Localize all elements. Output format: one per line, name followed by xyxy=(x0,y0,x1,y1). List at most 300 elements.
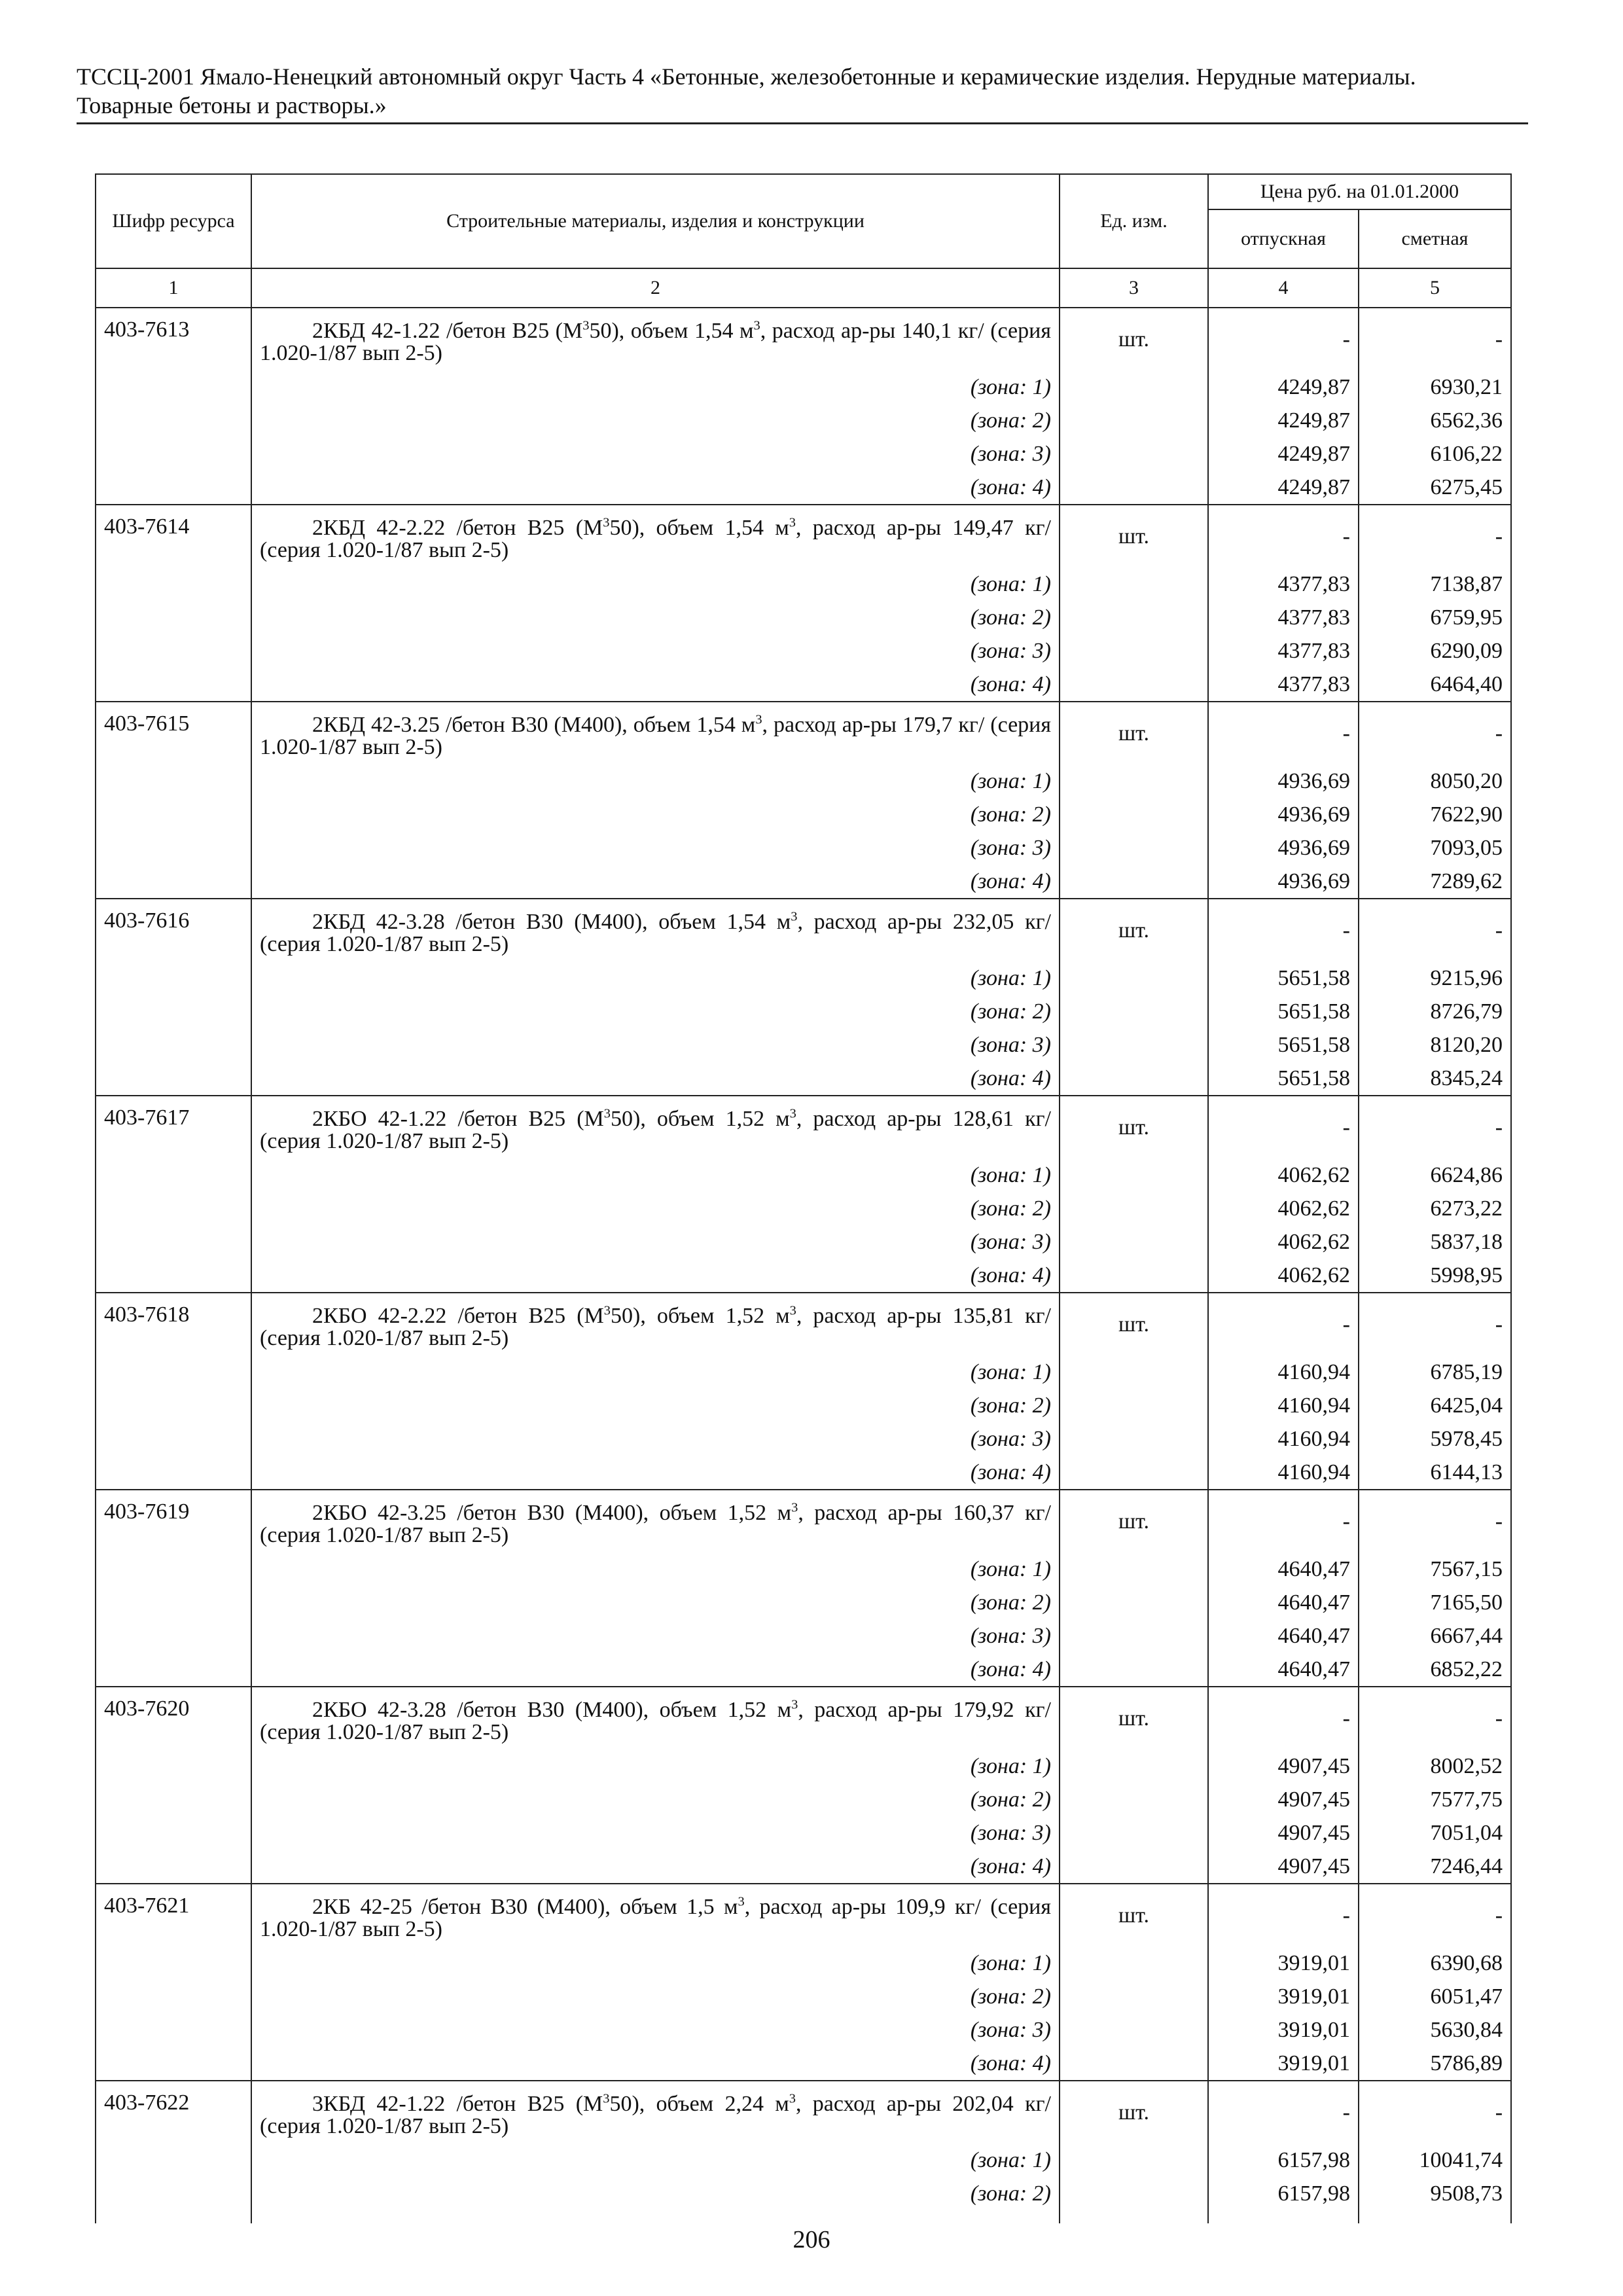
zone-estimate-price: 5998,95 xyxy=(1359,1259,1511,1293)
col-number-3: 3 xyxy=(1060,268,1208,308)
superscript-3: 3 xyxy=(789,1106,796,1121)
zone-unit xyxy=(1060,1355,1208,1389)
zone-unit xyxy=(1060,995,1208,1028)
zone-estimate-price: 6852,22 xyxy=(1359,1653,1511,1687)
superscript-3: 3 xyxy=(582,318,590,333)
zone-label: (зона: 3) xyxy=(251,1422,1060,1456)
page-number: 206 xyxy=(793,2226,830,2253)
zone-label: (зона: 1) xyxy=(251,1552,1060,1586)
zone-label: (зона: 2) xyxy=(251,1192,1060,1225)
zone-label: (зона: 1) xyxy=(251,1158,1060,1192)
zone-unit xyxy=(1060,1783,1208,1816)
zone-row xyxy=(96,370,1511,404)
zone-unit xyxy=(1060,1062,1208,1096)
superscript-3: 3 xyxy=(603,515,610,530)
zone-unit xyxy=(1060,2047,1208,2081)
zone-row xyxy=(96,1259,1511,1293)
zone-release-price: 4936,69 xyxy=(1208,865,1359,899)
zone-unit xyxy=(1060,1422,1208,1456)
zone-label: (зона: 1) xyxy=(251,370,1060,404)
zone-estimate-price: 5837,18 xyxy=(1359,1225,1511,1259)
zone-estimate-price: 7165,50 xyxy=(1359,1586,1511,1619)
zone-label: (зона: 1) xyxy=(251,567,1060,601)
zone-unit xyxy=(1060,601,1208,634)
description-part-c: , расход ар-ры 140,1 кг/ (серия 1.020-1/87 вып 2-5) xyxy=(260,318,1051,365)
zone-estimate-price: 8726,79 xyxy=(1359,995,1511,1028)
description-part-c: , расход ар-ры 232,05 кг/ (серия 1.020-1/87 вып 2-5) xyxy=(260,909,1051,956)
zone-release-price: 5651,58 xyxy=(1208,1028,1359,1062)
zone-release-price: 4062,62 xyxy=(1208,1225,1359,1259)
zone-label: (зона: 2) xyxy=(251,1389,1060,1422)
zone-row xyxy=(96,634,1511,668)
header-line-1: ТССЦ-2001 Ямало-Ненецкий автономный округ Часть 4 «Бетонные, железобетонные и керамические изделия. Нерудные материалы. xyxy=(77,63,1416,90)
zone-label: (зона: 4) xyxy=(251,1850,1060,1884)
table-row xyxy=(96,1884,1511,1946)
estimate-price: - xyxy=(1359,1293,1511,1355)
material-description xyxy=(251,1884,1060,1946)
zone-row xyxy=(96,471,1511,505)
zone-release-price: 3919,01 xyxy=(1208,1980,1359,2013)
zone-release-price: 4936,69 xyxy=(1208,764,1359,798)
superscript-3: 3 xyxy=(789,515,796,530)
zone-row xyxy=(96,961,1511,995)
zone-unit xyxy=(1060,831,1208,865)
unit-cell: шт. xyxy=(1060,899,1208,961)
zone-label: (зона: 4) xyxy=(251,1259,1060,1293)
zone-estimate-price: 7567,15 xyxy=(1359,1552,1511,1586)
superscript-3: 3 xyxy=(603,1303,611,1318)
header-line-2: Товарные бетоны и растворы.» xyxy=(77,92,387,118)
zone-row xyxy=(96,1586,1511,1619)
col-number-1: 1 xyxy=(96,268,251,308)
zone-unit xyxy=(1060,798,1208,831)
zone-release-price: 4377,83 xyxy=(1208,668,1359,702)
zone-release-price: 6157,98 xyxy=(1208,2177,1359,2210)
zone-label: (зона: 1) xyxy=(251,961,1060,995)
zone-label: (зона: 2) xyxy=(251,995,1060,1028)
zone-release-price: 4160,94 xyxy=(1208,1456,1359,1490)
zone-label: (зона: 1) xyxy=(251,1749,1060,1783)
zone-label: (зона: 2) xyxy=(251,798,1060,831)
superscript-3: 3 xyxy=(791,1500,798,1515)
zone-unit xyxy=(1060,1259,1208,1293)
unit-cell: шт. xyxy=(1060,1096,1208,1158)
col-header-estimate: сметная xyxy=(1359,209,1511,268)
zone-release-price: 4640,47 xyxy=(1208,1619,1359,1653)
zone-unit xyxy=(1060,634,1208,668)
table-row xyxy=(96,308,1511,370)
material-description xyxy=(251,1293,1060,1355)
zone-estimate-price: 8120,20 xyxy=(1359,1028,1511,1062)
zone-estimate-price: 6464,40 xyxy=(1359,668,1511,702)
zone-label: (зона: 3) xyxy=(251,1619,1060,1653)
zone-release-price: 4249,87 xyxy=(1208,404,1359,437)
zone-unit xyxy=(1060,1816,1208,1850)
zone-estimate-price: 6759,95 xyxy=(1359,601,1511,634)
description-part-a: 2КБ 42-25 /бетон В30 (М400), объем 1,5 м xyxy=(312,1894,738,1919)
zone-unit xyxy=(1060,1586,1208,1619)
zone-row xyxy=(96,995,1511,1028)
zone-release-price: 4160,94 xyxy=(1208,1355,1359,1389)
zone-label: (зона: 2) xyxy=(251,2177,1060,2210)
zone-unit xyxy=(1060,1192,1208,1225)
zone-release-price: 5651,58 xyxy=(1208,995,1359,1028)
material-description xyxy=(251,2081,1060,2144)
zone-row xyxy=(96,2047,1511,2081)
zone-estimate-price: 9508,73 xyxy=(1359,2177,1511,2210)
description-part-a: 2КБД 42-2.22 /бетон В25 (М xyxy=(312,515,603,540)
zone-estimate-price: 6930,21 xyxy=(1359,370,1511,404)
col-header-release: отпускная xyxy=(1208,209,1359,268)
zone-row xyxy=(96,404,1511,437)
superscript-3: 3 xyxy=(738,1894,745,1909)
zone-label: (зона: 2) xyxy=(251,1783,1060,1816)
description-part-a: 3КБД 42-1.22 /бетон В25 (М xyxy=(312,2091,603,2116)
unit-cell: шт. xyxy=(1060,1293,1208,1355)
zone-release-price: 4160,94 xyxy=(1208,1422,1359,1456)
release-price: - xyxy=(1208,1096,1359,1158)
table-row xyxy=(96,702,1511,764)
zone-unit xyxy=(1060,1749,1208,1783)
zone-estimate-price: 8345,24 xyxy=(1359,1062,1511,1096)
description-part-a: 2КБО 42-1.22 /бетон В25 (М xyxy=(312,1106,604,1131)
description-part-b: 50), объем 1,52 м xyxy=(611,1303,790,1328)
zone-release-price: 4907,45 xyxy=(1208,1850,1359,1884)
superscript-3: 3 xyxy=(755,712,762,727)
material-description xyxy=(251,1490,1060,1552)
zone-row xyxy=(96,2013,1511,2047)
unit-cell: шт. xyxy=(1060,702,1208,764)
zone-estimate-price: 6144,13 xyxy=(1359,1456,1511,1490)
zone-unit xyxy=(1060,567,1208,601)
zone-row xyxy=(96,1456,1511,1490)
zone-label: (зона: 1) xyxy=(251,764,1060,798)
zone-label: (зона: 3) xyxy=(251,437,1060,471)
zone-row xyxy=(96,668,1511,702)
zone-row xyxy=(96,1552,1511,1586)
resource-code: 403-7615 xyxy=(96,702,251,899)
superscript-3: 3 xyxy=(753,318,760,333)
description-part-a: 2КБО 42-3.28 /бетон В30 (М400), объем 1,52 м xyxy=(312,1697,792,1722)
zone-unit xyxy=(1060,1946,1208,1980)
table-row xyxy=(96,1687,1511,1749)
zone-unit xyxy=(1060,668,1208,702)
release-price: - xyxy=(1208,2081,1359,2144)
zone-estimate-price: 6667,44 xyxy=(1359,1619,1511,1653)
table-body xyxy=(96,308,1511,2223)
zone-label: (зона: 1) xyxy=(251,2144,1060,2177)
zone-release-price: 6157,98 xyxy=(1208,2144,1359,2177)
description-part-c: , расход ар-ры 179,92 кг/ (серия 1.020-1/87 вып 2-5) xyxy=(260,1697,1051,1744)
material-description xyxy=(251,1096,1060,1158)
unit-cell: шт. xyxy=(1060,1687,1208,1749)
table-row xyxy=(96,1490,1511,1552)
document-header xyxy=(77,62,1528,124)
zone-release-price: 4907,45 xyxy=(1208,1816,1359,1850)
unit-cell: шт. xyxy=(1060,308,1208,370)
zone-estimate-price: 6106,22 xyxy=(1359,437,1511,471)
superscript-3: 3 xyxy=(789,2091,796,2106)
description-part-c: , расход ар-ры 179,7 кг/ (серия 1.020-1/87 вып 2-5) xyxy=(260,712,1051,759)
price-table xyxy=(95,173,1512,2223)
resource-code: 403-7620 xyxy=(96,1687,251,1884)
zone-label: (зона: 2) xyxy=(251,1586,1060,1619)
description-part-c: , расход ар-ры 160,37 кг/ (серия 1.020-1/87 вып 2-5) xyxy=(260,1500,1051,1547)
zone-release-price: 4062,62 xyxy=(1208,1192,1359,1225)
description-part-c: , расход ар-ры 135,81 кг/ (серия 1.020-1/87 вып 2-5) xyxy=(260,1303,1051,1350)
table-row xyxy=(96,1096,1511,1158)
zone-row xyxy=(96,1062,1511,1096)
zone-unit xyxy=(1060,1980,1208,2013)
zone-unit xyxy=(1060,1225,1208,1259)
zone-estimate-price: 7138,87 xyxy=(1359,567,1511,601)
zone-release-price: 4936,69 xyxy=(1208,831,1359,865)
zone-unit xyxy=(1060,1389,1208,1422)
zone-release-price: 3919,01 xyxy=(1208,2047,1359,2081)
zone-release-price: 4640,47 xyxy=(1208,1552,1359,1586)
unit-cell: шт. xyxy=(1060,1884,1208,1946)
zone-estimate-price: 6390,68 xyxy=(1359,1946,1511,1980)
zone-label: (зона: 4) xyxy=(251,668,1060,702)
zone-label: (зона: 4) xyxy=(251,865,1060,899)
table-row xyxy=(96,899,1511,961)
zone-label: (зона: 1) xyxy=(251,1355,1060,1389)
description-part-c: , расход ар-ры 128,61 кг/ (серия 1.020-1/87 вып 2-5) xyxy=(260,1106,1051,1153)
zone-release-price: 4936,69 xyxy=(1208,798,1359,831)
zone-label: (зона: 3) xyxy=(251,1225,1060,1259)
zone-estimate-price: 5786,89 xyxy=(1359,2047,1511,2081)
estimate-price: - xyxy=(1359,308,1511,370)
zone-release-price: 4249,87 xyxy=(1208,370,1359,404)
material-description xyxy=(251,308,1060,370)
zone-label: (зона: 4) xyxy=(251,1062,1060,1096)
zone-estimate-price: 8050,20 xyxy=(1359,764,1511,798)
zone-unit xyxy=(1060,1653,1208,1687)
zone-row xyxy=(96,2177,1511,2210)
zone-estimate-price: 9215,96 xyxy=(1359,961,1511,995)
zone-unit xyxy=(1060,370,1208,404)
zone-estimate-price: 5630,84 xyxy=(1359,2013,1511,2047)
zone-estimate-price: 6051,47 xyxy=(1359,1980,1511,2013)
zone-row xyxy=(96,1225,1511,1259)
release-price: - xyxy=(1208,899,1359,961)
description-part-c: , расход ар-ры 109,9 кг/ (серия 1.020-1/87 вып 2-5) xyxy=(260,1894,1051,1941)
description-part-b: 50), объем 2,24 м xyxy=(609,2091,789,2116)
zone-estimate-price: 5978,45 xyxy=(1359,1422,1511,1456)
estimate-price: - xyxy=(1359,1490,1511,1552)
zone-release-price: 4249,87 xyxy=(1208,471,1359,505)
zone-unit xyxy=(1060,404,1208,437)
zone-unit xyxy=(1060,1158,1208,1192)
release-price: - xyxy=(1208,505,1359,567)
description-part-b: 50), объем 1,54 м xyxy=(609,515,789,540)
zone-unit xyxy=(1060,1028,1208,1062)
zone-release-price: 4640,47 xyxy=(1208,1653,1359,1687)
superscript-3: 3 xyxy=(603,1106,611,1121)
zone-unit xyxy=(1060,2013,1208,2047)
zone-release-price: 4377,83 xyxy=(1208,634,1359,668)
estimate-price: - xyxy=(1359,2081,1511,2144)
estimate-price: - xyxy=(1359,702,1511,764)
release-price: - xyxy=(1208,1884,1359,1946)
zone-estimate-price: 7093,05 xyxy=(1359,831,1511,865)
zone-row xyxy=(96,1619,1511,1653)
zone-estimate-price: 6273,22 xyxy=(1359,1192,1511,1225)
zone-row xyxy=(96,1749,1511,1783)
table-continuation xyxy=(96,2210,1511,2223)
zone-row xyxy=(96,865,1511,899)
zone-label: (зона: 3) xyxy=(251,2013,1060,2047)
zone-label: (зона: 2) xyxy=(251,404,1060,437)
zone-row xyxy=(96,1158,1511,1192)
zone-estimate-price: 10041,74 xyxy=(1359,2144,1511,2177)
zone-label: (зона: 2) xyxy=(251,1980,1060,2013)
description-part-a: 2КБД 42-1.22 /бетон В25 (М xyxy=(312,318,583,343)
material-description xyxy=(251,1687,1060,1749)
unit-cell: шт. xyxy=(1060,505,1208,567)
zone-label: (зона: 1) xyxy=(251,1946,1060,1980)
zone-unit xyxy=(1060,471,1208,505)
zone-release-price: 4160,94 xyxy=(1208,1389,1359,1422)
resource-code: 403-7616 xyxy=(96,899,251,1096)
col-header-code: Шифр ресурса xyxy=(96,174,251,268)
zone-unit xyxy=(1060,2177,1208,2210)
zone-estimate-price: 7577,75 xyxy=(1359,1783,1511,1816)
zone-label: (зона: 4) xyxy=(251,1456,1060,1490)
zone-release-price: 3919,01 xyxy=(1208,1946,1359,1980)
description-part-a: 2КБД 42-3.25 /бетон В30 (М400), объем 1,54 м xyxy=(312,712,756,737)
zone-release-price: 4377,83 xyxy=(1208,601,1359,634)
zone-row xyxy=(96,2144,1511,2177)
unit-cell: шт. xyxy=(1060,1490,1208,1552)
zone-release-price: 4907,45 xyxy=(1208,1749,1359,1783)
zone-row xyxy=(96,1422,1511,1456)
material-description xyxy=(251,702,1060,764)
description-part-a: 2КБД 42-3.28 /бетон В30 (М400), объем 1,54 м xyxy=(312,909,791,934)
zone-label: (зона: 2) xyxy=(251,601,1060,634)
col-number-2: 2 xyxy=(251,268,1060,308)
superscript-3: 3 xyxy=(603,2091,610,2106)
material-description xyxy=(251,505,1060,567)
zone-row xyxy=(96,1355,1511,1389)
zone-estimate-price: 6425,04 xyxy=(1359,1389,1511,1422)
estimate-price: - xyxy=(1359,1096,1511,1158)
resource-code: 403-7619 xyxy=(96,1490,251,1687)
zone-estimate-price: 6785,19 xyxy=(1359,1355,1511,1389)
zone-unit xyxy=(1060,1456,1208,1490)
zone-label: (зона: 3) xyxy=(251,634,1060,668)
zone-release-price: 4377,83 xyxy=(1208,567,1359,601)
zone-estimate-price: 7289,62 xyxy=(1359,865,1511,899)
zone-release-price: 4640,47 xyxy=(1208,1586,1359,1619)
zone-row xyxy=(96,1653,1511,1687)
superscript-3: 3 xyxy=(791,909,798,924)
table-row xyxy=(96,505,1511,567)
zone-unit xyxy=(1060,2144,1208,2177)
col-number-5: 5 xyxy=(1359,268,1511,308)
zone-row xyxy=(96,1816,1511,1850)
zone-unit xyxy=(1060,764,1208,798)
zone-unit xyxy=(1060,961,1208,995)
zone-estimate-price: 6624,86 xyxy=(1359,1158,1511,1192)
estimate-price: - xyxy=(1359,505,1511,567)
zone-estimate-price: 7622,90 xyxy=(1359,798,1511,831)
resource-code: 403-7614 xyxy=(96,505,251,702)
release-price: - xyxy=(1208,1687,1359,1749)
zone-row xyxy=(96,1028,1511,1062)
zone-estimate-price: 7246,44 xyxy=(1359,1850,1511,1884)
zone-row xyxy=(96,1980,1511,2013)
zone-unit xyxy=(1060,1619,1208,1653)
table-row xyxy=(96,1293,1511,1355)
zone-label: (зона: 3) xyxy=(251,1816,1060,1850)
description-part-c: , расход ар-ры 202,04 кг/ (серия 1.020-1/87 вып 2-5) xyxy=(260,2091,1051,2138)
estimate-price: - xyxy=(1359,899,1511,961)
description-part-a: 2КБО 42-3.25 /бетон В30 (М400), объем 1,52 м xyxy=(312,1500,792,1525)
material-description xyxy=(251,899,1060,961)
description-part-c: , расход ар-ры 149,47 кг/ (серия 1.020-1/87 вып 2-5) xyxy=(260,515,1051,562)
zone-row xyxy=(96,1192,1511,1225)
zone-unit xyxy=(1060,437,1208,471)
release-price: - xyxy=(1208,308,1359,370)
col-header-unit: Ед. изм. xyxy=(1060,174,1208,268)
release-price: - xyxy=(1208,1490,1359,1552)
zone-estimate-price: 6290,09 xyxy=(1359,634,1511,668)
zone-unit xyxy=(1060,1850,1208,1884)
superscript-3: 3 xyxy=(789,1303,796,1318)
zone-row xyxy=(96,1389,1511,1422)
zone-row xyxy=(96,1946,1511,1980)
zone-release-price: 4062,62 xyxy=(1208,1158,1359,1192)
zone-label: (зона: 3) xyxy=(251,1028,1060,1062)
zone-estimate-price: 8002,52 xyxy=(1359,1749,1511,1783)
zone-unit xyxy=(1060,865,1208,899)
zone-unit xyxy=(1060,1552,1208,1586)
zone-row xyxy=(96,798,1511,831)
zone-label: (зона: 4) xyxy=(251,1653,1060,1687)
zone-row xyxy=(96,764,1511,798)
zone-estimate-price: 6562,36 xyxy=(1359,404,1511,437)
col-header-name: Строительные материалы, изделия и конструкции xyxy=(251,174,1060,268)
zone-release-price: 4249,87 xyxy=(1208,437,1359,471)
zone-label: (зона: 4) xyxy=(251,471,1060,505)
resource-code: 403-7621 xyxy=(96,1884,251,2081)
zone-row xyxy=(96,1783,1511,1816)
table-row xyxy=(96,2081,1511,2144)
resource-code: 403-7622 xyxy=(96,2081,251,2210)
col-number-4: 4 xyxy=(1208,268,1359,308)
estimate-price: - xyxy=(1359,1687,1511,1749)
zone-row xyxy=(96,1850,1511,1884)
description-part-b: 50), объем 1,52 м xyxy=(611,1106,790,1131)
zone-row xyxy=(96,567,1511,601)
zone-row xyxy=(96,437,1511,471)
zone-release-price: 5651,58 xyxy=(1208,1062,1359,1096)
unit-cell: шт. xyxy=(1060,2081,1208,2144)
release-price: - xyxy=(1208,702,1359,764)
zone-estimate-price: 7051,04 xyxy=(1359,1816,1511,1850)
zone-label: (зона: 4) xyxy=(251,2047,1060,2081)
col-header-price: Цена руб. на 01.01.2000 xyxy=(1208,174,1511,209)
resource-code: 403-7617 xyxy=(96,1096,251,1293)
zone-row xyxy=(96,831,1511,865)
zone-release-price: 4907,45 xyxy=(1208,1783,1359,1816)
zone-release-price: 5651,58 xyxy=(1208,961,1359,995)
release-price: - xyxy=(1208,1293,1359,1355)
superscript-3: 3 xyxy=(791,1697,798,1712)
resource-code: 403-7613 xyxy=(96,308,251,505)
description-part-a: 2КБО 42-2.22 /бетон В25 (М xyxy=(312,1303,604,1328)
